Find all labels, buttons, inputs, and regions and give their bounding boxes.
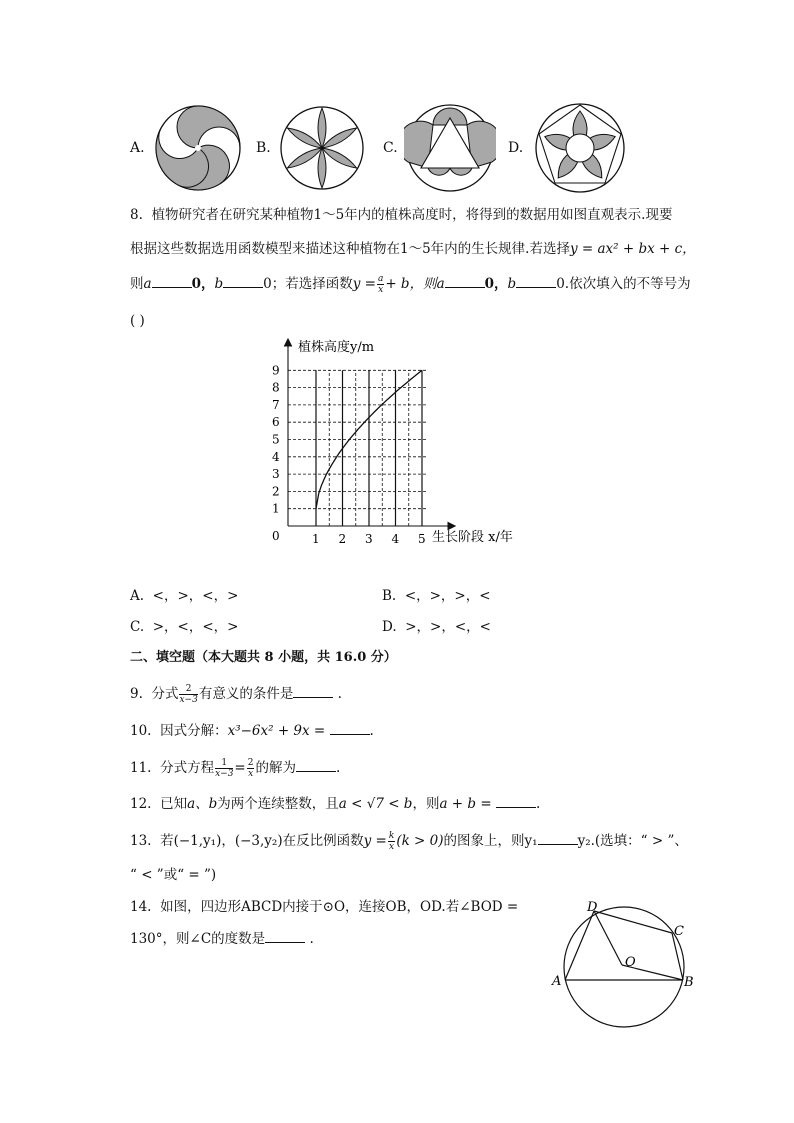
answer-b-text: <，>，>，< (404, 588, 491, 604)
label-b: B (684, 975, 694, 990)
q14-text-2: 130°，则∠C的度数是 (130, 931, 266, 947)
q8-blank-3[interactable] (445, 273, 485, 288)
q12-vars: a、b (187, 796, 218, 812)
q13-cond: (k > 0) (396, 833, 444, 849)
q9-end: . (337, 686, 342, 702)
q7-option-b-label[interactable]: B. (256, 140, 271, 156)
label-a: A (552, 974, 562, 989)
q8-t-ze: 则 (130, 276, 144, 292)
q8-fraction-a-over-x (377, 274, 384, 295)
q11-blank[interactable] (296, 757, 336, 772)
q7-figure-c-triangle (404, 102, 496, 194)
answer-d-label: D. (382, 619, 397, 635)
y-tick-label: 2 (272, 484, 280, 499)
segment-od (594, 911, 622, 965)
circle-o (564, 907, 684, 1027)
q11-post: 的解为 (255, 760, 296, 776)
q8-var-a1: a (143, 276, 152, 292)
answer-b-label: B. (382, 588, 397, 604)
answer-d-text: >，>，<，< (405, 619, 491, 635)
q9-frac-den: x−3 (179, 695, 198, 705)
q14-number: 14. (130, 899, 152, 915)
label-d: D (587, 900, 598, 915)
q10-pre: 因式分解： (160, 723, 228, 739)
q7-figure-b-petals (278, 104, 366, 192)
q7-option-a-label[interactable]: A. (130, 140, 145, 156)
q13-number: 13. (130, 833, 152, 849)
q8-answer-b[interactable] (382, 586, 491, 606)
q11-f1-num: 1 (215, 758, 233, 769)
q8-zero-3: 0， (484, 276, 508, 292)
q10-end: . (369, 723, 374, 739)
chart-grid (288, 370, 426, 526)
q9 (130, 683, 342, 705)
x-tick-label: 4 (391, 532, 400, 546)
q8-frac-den: x (378, 285, 384, 295)
q10-blank[interactable] (330, 720, 370, 735)
q9-pre: 分式 (151, 686, 179, 702)
q11 (130, 757, 340, 779)
q7-option-c-label[interactable]: C. (383, 140, 398, 156)
q13-frac-num: k (388, 831, 395, 841)
q11-end: . (335, 760, 341, 776)
q8-text-4: + b，则 (385, 276, 437, 292)
segment-dc (594, 911, 672, 933)
q8-text-3: 0；若选择函数 (263, 276, 353, 292)
q10 (130, 720, 374, 741)
q11-fraction-2 (247, 758, 255, 779)
q12-mid2: ，则 (412, 796, 440, 812)
q8-text-2: 根据这些数据选用函数模型来描述这种植物在1～5年内的生长规律.若选择 (130, 241, 570, 257)
q14-blank[interactable] (265, 928, 305, 943)
q8-blank-4[interactable] (516, 273, 556, 288)
q13-line2: “ < ”或“ = ”) (130, 867, 217, 883)
q11-number: 11. (130, 760, 152, 776)
answer-c-text: >，<，<，> (152, 619, 239, 635)
q13-frac-den: x (389, 842, 395, 852)
q8-answer-d[interactable] (382, 617, 491, 637)
q14-circle-figure (546, 895, 706, 1031)
chart-ylabel: 植株高度y/m (298, 340, 375, 355)
q8-var-b2: b (507, 276, 517, 292)
q13-text-3: y₂.(选填：“ > ”、 (577, 833, 688, 849)
answer-c-label: C. (130, 619, 145, 635)
x-tick-label: 5 (418, 532, 426, 546)
q10-expr: x³−6x² + 9x = (227, 723, 326, 739)
y-tick-label: 9 (272, 363, 280, 378)
q11-pre: 分式方程 (160, 760, 215, 776)
x-tick-label: 2 (338, 532, 347, 546)
q13-line1 (130, 830, 688, 852)
q8-blank-2[interactable] (223, 273, 263, 288)
y-tick-label: 8 (272, 380, 280, 395)
q8-blank-1[interactable] (152, 273, 192, 288)
chart-ticks (272, 363, 426, 546)
q11-eq: = (234, 760, 246, 776)
q8-text-5: 0.依次填入的不等号为 (556, 276, 691, 292)
y-tick-label: 3 (272, 467, 280, 482)
q11-f2-den: x (248, 769, 254, 779)
q7-figure-d-pentagon-flower (532, 101, 628, 195)
q8-answer-c[interactable] (130, 617, 238, 637)
answer-a-label: A. (130, 588, 145, 604)
q8-number: 8. (130, 207, 143, 223)
q9-number: 9. (130, 686, 143, 702)
q8-formula-quadratic: y = ax² + bx + c， (569, 241, 696, 257)
q7-option-d-label[interactable]: D. (508, 140, 524, 156)
q12-end: . (535, 796, 541, 812)
y-tick-label: 4 (272, 449, 280, 464)
y-tick-label: 5 (272, 432, 280, 447)
q12-expr: a < √7 < b (338, 796, 413, 812)
q8-line2 (130, 239, 696, 259)
q9-fraction (179, 684, 197, 705)
q13-blank[interactable] (538, 830, 578, 845)
q14-text-1: 如图，四边形ABCD内接于⊙O，连接OB，OD.若∠BOD = (160, 899, 519, 915)
q8-line1 (130, 205, 672, 225)
label-c: C (674, 924, 684, 939)
q11-f1-den: x−3 (215, 769, 234, 779)
q14-end: . (309, 931, 314, 947)
segment-ad (565, 911, 594, 980)
q13-y-eq: y = (363, 833, 387, 849)
q8-frac-num: a (377, 274, 384, 284)
q12-expr2: a + b = (439, 796, 492, 812)
q13-text-1: 若(−1,y₁)，(−3,y₂)在反比例函数 (160, 833, 364, 849)
answer-a-text: <，>，<，> (152, 588, 239, 604)
q13-text-2: 的图象上，则y₁ (443, 833, 538, 849)
q11-fraction-1 (215, 758, 233, 779)
q9-post: 有意义的条件是 (198, 686, 294, 702)
q7-figure-a-swirl (150, 104, 246, 192)
q8-growth-chart (266, 336, 536, 550)
q8-zero-1: 0， (191, 276, 215, 292)
q10-number: 10. (130, 723, 152, 739)
label-o: O (625, 955, 636, 970)
q8-var-a2: a (436, 276, 445, 292)
q13-fraction (388, 831, 395, 852)
q8-var-b1: b (214, 276, 224, 292)
q14-line1 (130, 897, 518, 917)
q14-line2 (130, 928, 314, 949)
q8-line3 (130, 273, 691, 295)
y-tick-label: 7 (272, 397, 280, 412)
q11-f2-num: 2 (247, 758, 254, 768)
q8-answer-a[interactable] (130, 586, 238, 606)
section-2-title: 二、填空题（本大题共 8 小题，共 16.0 分） (130, 650, 397, 665)
q8-text-1: 植物研究者在研究某种植物1～5年内的植株高度时，将得到的数据用如图直观表示.现要 (151, 207, 673, 223)
x-tick-label: 1 (312, 532, 320, 546)
q12-mid: 为两个连续整数，且 (217, 796, 339, 812)
q9-frac-num: 2 (179, 684, 197, 695)
chart-xlabel: 生长阶段 x/年 (432, 530, 513, 545)
x-tick-label: 3 (365, 532, 373, 546)
y-tick-label: 1 (272, 501, 280, 516)
y-tick-label: 0 (272, 529, 280, 543)
q12-blank[interactable] (496, 793, 536, 808)
q12-number: 12. (130, 796, 152, 812)
q8-y-eq: y = (352, 276, 376, 292)
q9-blank[interactable] (293, 683, 333, 698)
q12-pre: 已知 (160, 796, 188, 812)
q12 (130, 793, 540, 814)
y-tick-label: 6 (272, 415, 280, 430)
q8-paren[interactable]: ( ) (130, 313, 145, 329)
